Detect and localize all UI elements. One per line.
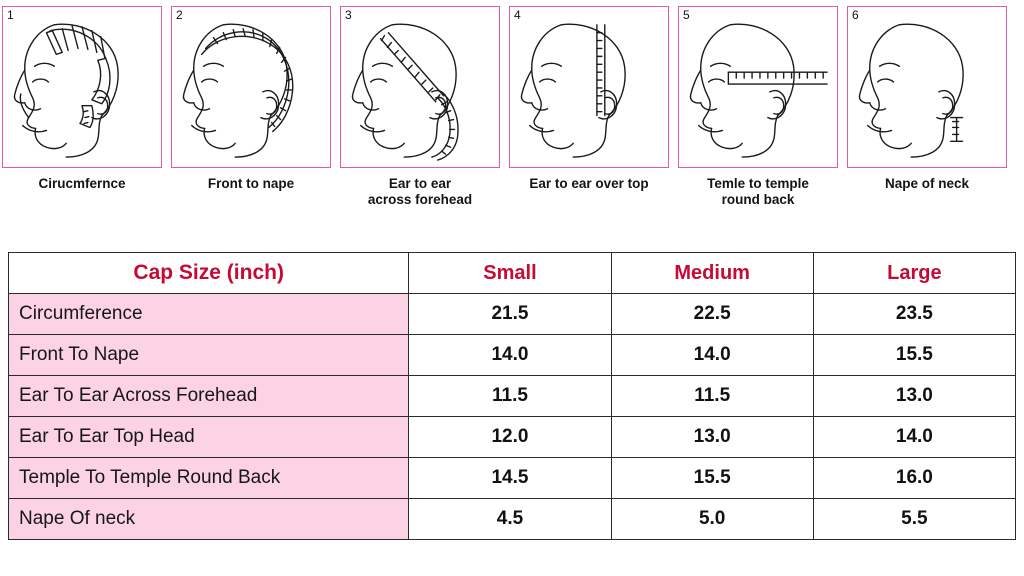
row-value-small: 14.0 xyxy=(409,335,611,376)
table-row xyxy=(9,499,1016,540)
row-label: Circumference xyxy=(9,294,409,335)
diagram-number: 3 xyxy=(345,8,352,22)
diagram-number: 6 xyxy=(852,8,859,22)
row-value-large: 13.0 xyxy=(813,376,1015,417)
row-value-medium: 11.5 xyxy=(611,376,813,417)
row-value-small: 21.5 xyxy=(409,294,611,335)
row-value-small: 11.5 xyxy=(409,376,611,417)
diagram-box-6 xyxy=(847,6,1007,168)
row-label: Nape Of neck xyxy=(9,499,409,540)
head-profile-circumference-icon xyxy=(3,7,161,167)
row-value-large: 5.5 xyxy=(813,499,1015,540)
diagram-box-1 xyxy=(2,6,162,168)
row-value-small: 4.5 xyxy=(409,499,611,540)
row-label: Ear To Ear Top Head xyxy=(9,417,409,458)
diagram-cell-2 xyxy=(171,6,331,218)
diagram-box-4 xyxy=(509,6,669,168)
diagram-box-3 xyxy=(340,6,500,168)
diagram-number: 4 xyxy=(514,8,521,22)
diagram-caption: Ear to ear over top xyxy=(529,176,649,191)
head-profile-ear-to-ear-forehead-icon xyxy=(341,7,499,167)
diagram-caption: Temle to temple round back xyxy=(707,176,809,207)
head-profile-ear-to-ear-top-icon xyxy=(510,7,668,167)
diagram-caption: Nape of neck xyxy=(884,176,970,191)
row-label: Ear To Ear Across Forehead xyxy=(9,376,409,417)
diagram-number: 5 xyxy=(683,8,690,22)
row-value-large: 16.0 xyxy=(813,458,1015,499)
row-value-large: 14.0 xyxy=(813,417,1015,458)
diagram-box-2 xyxy=(171,6,331,168)
table-row xyxy=(9,417,1016,458)
row-value-medium: 22.5 xyxy=(611,294,813,335)
diagram-caption: Ear to ear across forehead xyxy=(367,176,473,207)
header-small: Small xyxy=(409,253,611,294)
row-value-medium: 15.5 xyxy=(611,458,813,499)
table-row xyxy=(9,376,1016,417)
diagram-cell-4 xyxy=(509,6,669,218)
header-large: Large xyxy=(813,253,1015,294)
table-row xyxy=(9,335,1016,376)
header-cap-size: Cap Size (inch) xyxy=(9,253,409,294)
table-header-row xyxy=(9,253,1016,294)
header-medium: Medium xyxy=(611,253,813,294)
row-value-small: 12.0 xyxy=(409,417,611,458)
row-value-large: 23.5 xyxy=(813,294,1015,335)
table-row xyxy=(9,294,1016,335)
row-value-large: 15.5 xyxy=(813,335,1015,376)
row-value-small: 14.5 xyxy=(409,458,611,499)
row-value-medium: 14.0 xyxy=(611,335,813,376)
diagram-caption: Front to nape xyxy=(207,176,295,191)
diagram-cell-3 xyxy=(340,6,500,218)
diagram-number: 2 xyxy=(176,8,183,22)
row-value-medium: 13.0 xyxy=(611,417,813,458)
row-label: Front To Nape xyxy=(9,335,409,376)
row-value-medium: 5.0 xyxy=(611,499,813,540)
head-profile-front-to-nape-icon xyxy=(172,7,330,167)
diagram-box-5 xyxy=(678,6,838,168)
measurement-diagram-strip xyxy=(0,0,1024,218)
head-profile-temple-to-temple-icon xyxy=(679,7,837,167)
table-row xyxy=(9,458,1016,499)
diagram-cell-1 xyxy=(2,6,162,218)
diagram-caption: Cirucmfernce xyxy=(38,176,126,191)
row-label: Temple To Temple Round Back xyxy=(9,458,409,499)
diagram-cell-5 xyxy=(678,6,838,218)
diagram-number: 1 xyxy=(7,8,14,22)
head-profile-nape-icon xyxy=(848,7,1006,167)
cap-size-table xyxy=(8,252,1016,540)
diagram-cell-6 xyxy=(847,6,1007,218)
